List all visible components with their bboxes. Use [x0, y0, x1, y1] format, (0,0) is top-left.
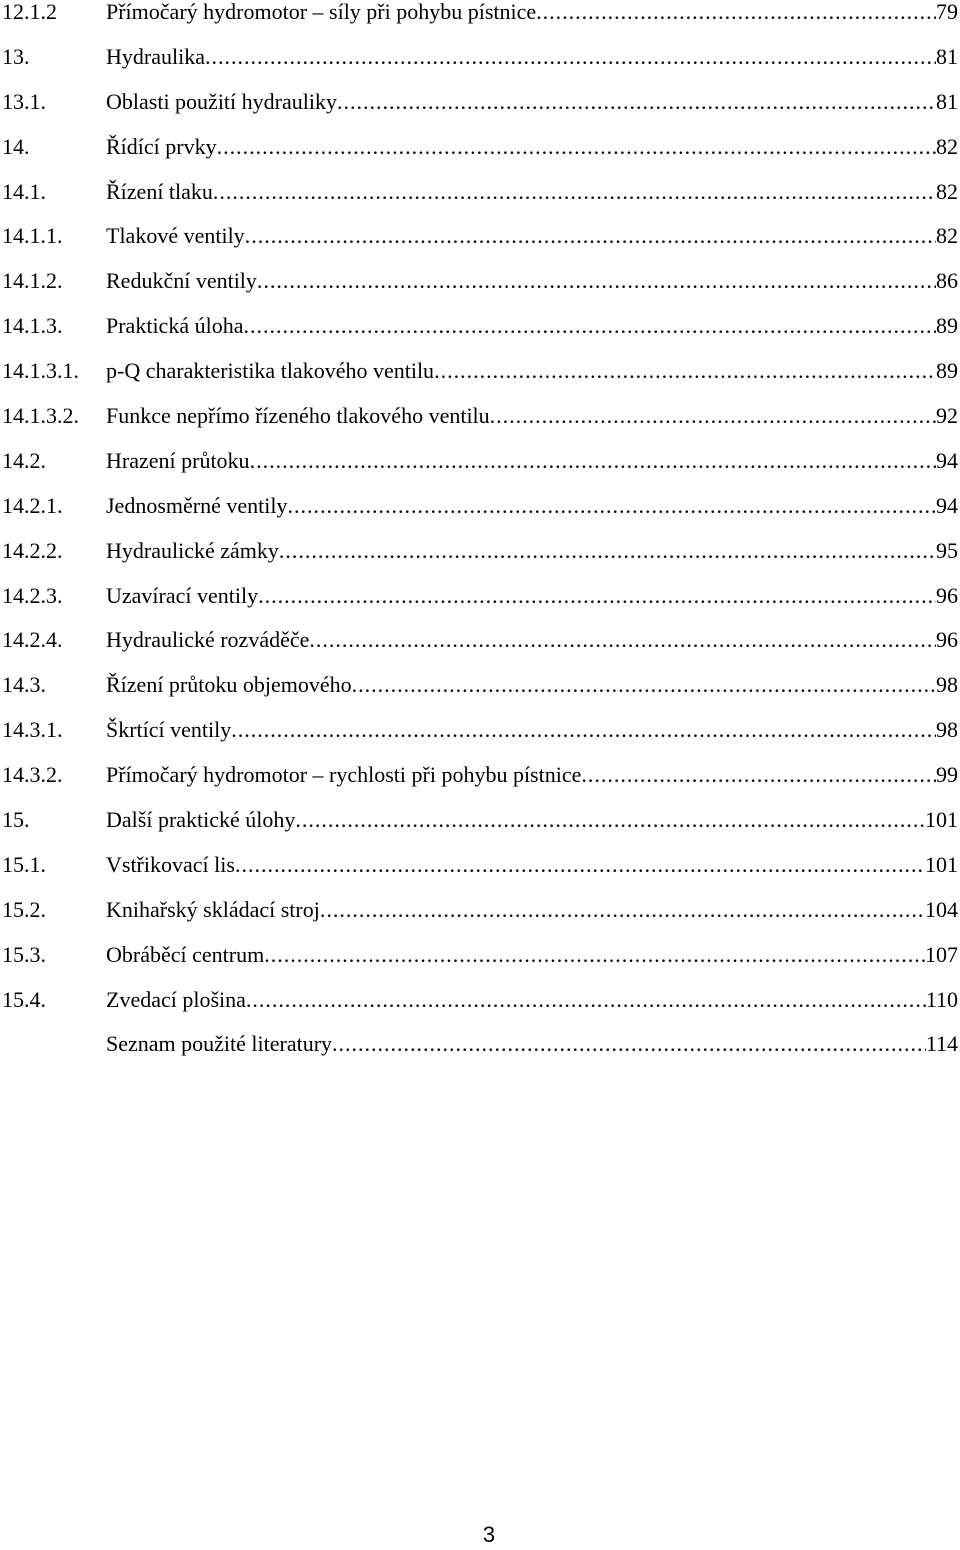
toc-dot-leader [536, 0, 936, 35]
toc-entry[interactable] [2, 1022, 958, 1067]
toc-entry-number: 12.1.2 [2, 0, 57, 24]
toc-entry-number: 14.1.3.1. [2, 358, 79, 384]
toc-dot-leader [581, 753, 936, 798]
toc-entry-title: Funkce nepřímo řízeného tlakového ventilu [106, 403, 490, 429]
toc-entry-number: 14.1. [2, 178, 46, 204]
toc-entry-title: Přímočarý hydromotor – síly při pohybu pístnice [106, 0, 537, 24]
toc-entry[interactable] [2, 484, 958, 529]
toc-entry-number: 15.4. [2, 986, 46, 1012]
table-of-contents [2, 0, 958, 1067]
toc-entry-page: 101 [925, 807, 958, 833]
toc-entry[interactable] [2, 798, 958, 843]
toc-entry-page: 107 [925, 941, 958, 967]
toc-entry-title: Řízení průtoku objemového [106, 672, 352, 698]
toc-entry-page: 89 [936, 358, 958, 384]
toc-entry-page: 79 [936, 0, 958, 24]
toc-entry[interactable] [2, 888, 958, 933]
toc-entry[interactable] [2, 349, 958, 394]
toc-entry[interactable] [2, 80, 958, 125]
toc-entry-number: 14.2. [2, 447, 46, 473]
toc-entry[interactable] [2, 35, 958, 80]
toc-entry-title: Oblasti použití hydrauliky [106, 88, 337, 114]
toc-entry-title: p-Q charakteristika tlakového ventilu [106, 358, 435, 384]
toc-dot-leader [434, 349, 936, 394]
toc-entry-page: 94 [936, 447, 958, 473]
toc-entry[interactable] [2, 978, 958, 1023]
toc-dot-leader [295, 798, 925, 843]
toc-entry-number: 14.2.1. [2, 492, 63, 518]
toc-dot-leader [332, 1022, 926, 1067]
toc-dot-leader [231, 708, 936, 753]
toc-dot-leader [246, 978, 926, 1023]
toc-entry[interactable] [2, 708, 958, 753]
toc-entry-title: Další praktické úlohy [106, 807, 296, 833]
toc-entry[interactable] [2, 753, 958, 798]
toc-entry-page: 114 [925, 1031, 958, 1057]
toc-entry-page: 96 [936, 582, 958, 608]
toc-entry-number: 13.1. [2, 88, 46, 114]
toc-entry-number: 14.1.1. [2, 223, 63, 249]
toc-dot-leader [243, 304, 936, 349]
toc-dot-leader [279, 529, 936, 574]
toc-entry[interactable] [2, 574, 958, 619]
toc-entry-page: 89 [936, 313, 958, 339]
toc-entry-page: 86 [936, 268, 958, 294]
toc-entry-page: 98 [936, 717, 958, 743]
toc-entry-title: Hydraulika [106, 43, 205, 69]
toc-dot-leader [245, 214, 936, 259]
toc-entry[interactable] [2, 439, 958, 484]
toc-entry-title: Obráběcí centrum [106, 941, 265, 967]
toc-entry-title: Knihařský skládací stroj [106, 896, 320, 922]
toc-entry-number: 14. [2, 133, 30, 159]
toc-entry-page: 82 [936, 178, 958, 204]
toc-entry[interactable] [2, 618, 958, 663]
toc-entry[interactable] [2, 529, 958, 574]
toc-entry[interactable] [2, 259, 958, 304]
toc-entry-number: 14.1.2. [2, 268, 63, 294]
toc-entry-title: Redukční ventily [106, 268, 257, 294]
toc-dot-leader [352, 663, 936, 708]
toc-entry-page: 110 [925, 986, 958, 1012]
toc-entry-title: Řízení tlaku [106, 178, 213, 204]
toc-entry-title: Seznam použité literatury [106, 1031, 333, 1057]
toc-entry-number: 15.1. [2, 851, 46, 877]
toc-dot-leader [320, 888, 925, 933]
toc-dot-leader [205, 35, 936, 80]
toc-entry-title: Hrazení průtoku [106, 447, 250, 473]
toc-dot-leader [287, 484, 936, 529]
toc-entry-number: 15.2. [2, 896, 46, 922]
toc-entry-page: 81 [936, 43, 958, 69]
toc-dot-leader [264, 933, 925, 978]
toc-entry-page: 96 [936, 627, 958, 653]
toc-entry[interactable] [2, 933, 958, 978]
toc-entry-page: 95 [936, 537, 958, 563]
toc-dot-leader [217, 125, 936, 170]
toc-entry-page: 99 [936, 762, 958, 788]
page-number: 3 [482, 1522, 496, 1547]
toc-dot-leader [490, 394, 936, 439]
toc-entry[interactable] [2, 394, 958, 439]
toc-entry-title: Škrtící ventily [106, 717, 232, 743]
toc-entry[interactable] [2, 214, 958, 259]
toc-entry[interactable] [2, 304, 958, 349]
toc-entry-number: 14.2.2. [2, 537, 63, 563]
toc-dot-leader [258, 574, 936, 619]
toc-entry-number: 14.1.3.2. [2, 403, 79, 429]
toc-entry-page: 92 [936, 403, 958, 429]
toc-entry-title: Tlakové ventily [106, 223, 245, 249]
toc-dot-leader [213, 170, 936, 215]
toc-entry[interactable] [2, 0, 958, 35]
toc-entry-page: 94 [936, 492, 958, 518]
toc-entry-page: 82 [936, 133, 958, 159]
toc-entry-page: 98 [936, 672, 958, 698]
toc-dot-leader [337, 80, 936, 125]
toc-entry-number: 15. [2, 807, 30, 833]
toc-dot-leader [235, 843, 925, 888]
toc-entry-title: Řídící prvky [106, 133, 217, 159]
toc-entry-page: 104 [925, 896, 958, 922]
toc-entry-page: 81 [936, 88, 958, 114]
toc-entry[interactable] [2, 843, 958, 888]
toc-entry-title: Přímočarý hydromotor – rychlosti při pohybu pístnice [106, 762, 582, 788]
toc-entry-number: 14.3.1. [2, 717, 63, 743]
toc-entry-number: 14.3. [2, 672, 46, 698]
toc-entry-title: Hydraulické rozváděče [106, 627, 310, 653]
toc-entry-title: Uzavírací ventily [106, 582, 259, 608]
toc-entry-title: Jednosměrné ventily [106, 492, 288, 518]
toc-entry[interactable] [2, 125, 958, 170]
toc-dot-leader [257, 259, 936, 304]
toc-entry-number: 15.3. [2, 941, 46, 967]
toc-dot-leader [250, 439, 936, 484]
toc-entry-number: 14.1.3. [2, 313, 63, 339]
toc-entry-title: Vstřikovací lis [106, 851, 235, 877]
toc-entry-title: Zvedací plošina [106, 986, 246, 1012]
toc-entry-number: 14.2.3. [2, 582, 63, 608]
toc-entry-page: 101 [925, 851, 958, 877]
toc-dot-leader [309, 618, 936, 663]
toc-entry-title: Hydraulické zámky [106, 537, 279, 563]
toc-entry-number: 13. [2, 43, 30, 69]
toc-entry[interactable] [2, 663, 958, 708]
toc-entry-title: Praktická úloha [106, 313, 244, 339]
toc-entry-page: 82 [936, 223, 958, 249]
toc-entry-number: 14.3.2. [2, 762, 63, 788]
toc-entry[interactable] [2, 170, 958, 215]
toc-entry-number: 14.2.4. [2, 627, 63, 653]
